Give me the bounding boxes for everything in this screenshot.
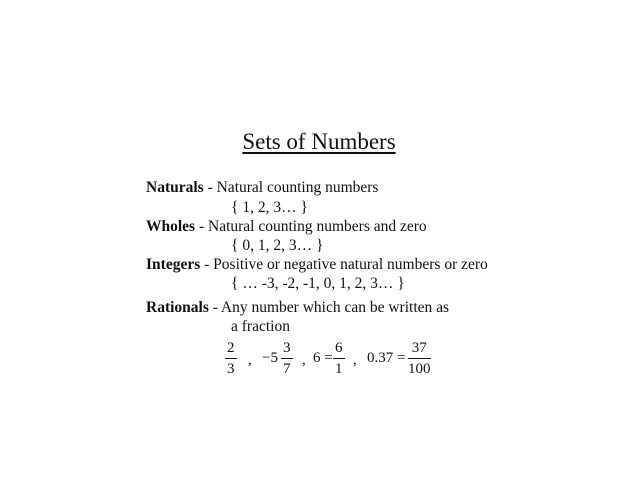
rationals-term: Rationals [146,299,209,316]
fraction-three-sevenths [281,340,293,377]
mixed-number-whole: −5 [262,350,278,366]
fraction-two-thirds [225,340,237,377]
separator-comma: , [302,352,306,368]
wholes-definition [146,218,427,236]
naturals-term: Naturals [146,179,204,196]
fraction-37-over-100 [408,340,431,377]
slide-title: Sets of Numbers [242,129,396,154]
integers-definition [146,256,488,274]
naturals-desc: - Natural counting numbers [203,179,379,196]
rationals-desc: - Any number which can be written as [208,299,450,316]
decimal-equals: 0.37 = [367,350,406,366]
integers-desc: - Positive or negative natural numbers or zero [200,256,488,273]
fraction-numerator: 3 [283,340,291,356]
wholes-example: { 0, 1, 2, 3… } [231,237,324,254]
fraction-denominator: 7 [283,361,291,377]
naturals-definition [146,179,378,197]
fraction-denominator: 3 [227,361,235,377]
fraction-six-over-one [333,340,345,377]
fraction-numerator: 2 [227,340,235,356]
fraction-denominator: 1 [335,361,343,377]
fraction-numerator: 37 [411,340,427,356]
integers-term: Integers [146,256,201,273]
fraction-denominator: 100 [408,361,431,377]
wholes-desc: - Natural counting numbers and zero [195,218,427,235]
separator-comma: , [353,352,357,368]
six-equals: 6 = [313,350,333,366]
separator-comma: , [248,352,252,368]
wholes-term: Wholes [146,218,196,235]
fraction-numerator: 6 [335,340,343,356]
rationals-desc-continued: a fraction [231,318,290,335]
integers-example: { … -3, -2, -1, 0, 1, 2, 3… } [231,275,405,292]
rationals-definition [146,299,449,317]
naturals-example: { 1, 2, 3… } [231,199,308,216]
